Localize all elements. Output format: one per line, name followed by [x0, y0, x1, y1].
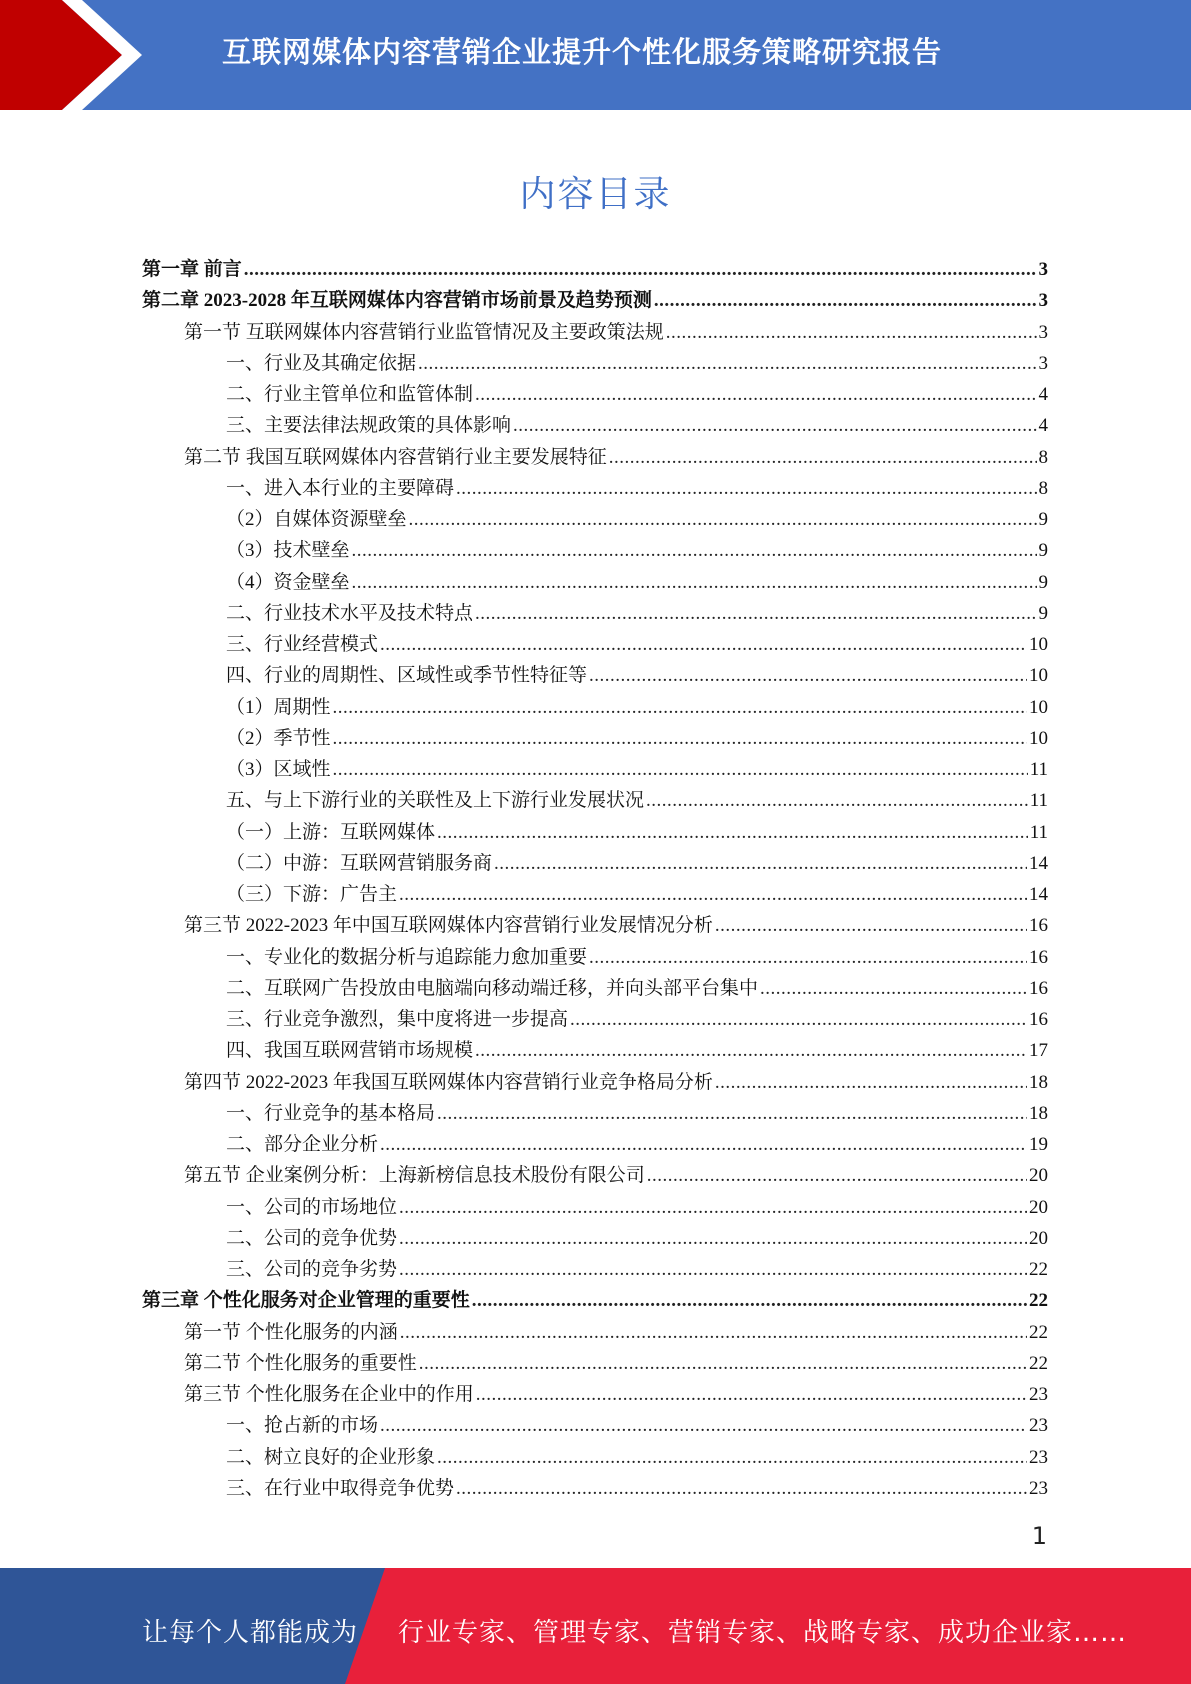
footer-slogan: 让每个人都能成为 [142, 1618, 359, 1648]
toc-entry-page: 10 [1029, 696, 1048, 718]
toc-leader-dots [399, 1223, 1027, 1254]
toc-entry-label: 第一章 前言 [142, 259, 242, 280]
toc-leader-dots [715, 1067, 1027, 1098]
toc-entry-page: 11 [1029, 790, 1048, 812]
toc-entry-label: 第四节 2022-2023 年我国互联网媒体内容营销行业竞争格局分析 [184, 1071, 713, 1093]
toc-entry-label: （三）下游：广告主 [226, 884, 398, 905]
toc-entry-label: 第二节 我国互联网媒体内容营销行业主要发展特征 [184, 446, 607, 468]
toc-leader-dots [646, 785, 1028, 816]
toc-leader-dots [475, 598, 1036, 629]
toc-leader-dots [333, 754, 1028, 785]
toc-entry-page: 20 [1029, 1165, 1048, 1187]
toc-entry-label: （2）自媒体资源壁垒 [226, 509, 407, 530]
toc-entry-page: 19 [1029, 1134, 1048, 1155]
toc-leader-dots [609, 442, 1037, 473]
toc-leader-dots [513, 410, 1036, 441]
toc-leader-dots [352, 535, 1037, 566]
toc-leader-dots [589, 942, 1027, 973]
toc-entry[interactable] [142, 504, 1048, 535]
toc-entry-page: 9 [1038, 571, 1048, 593]
toc-entry-page: 10 [1029, 727, 1048, 749]
toc-entry[interactable] [142, 1160, 1048, 1191]
toc-entry-page: 10 [1029, 665, 1048, 687]
toc-leader-dots [409, 504, 1037, 535]
toc-entry-page: 20 [1029, 1196, 1048, 1218]
toc-entry-label: 第五节 企业案例分析：上海新榜信息技术股份有限公司 [184, 1165, 645, 1187]
toc-entry[interactable] [142, 598, 1048, 629]
toc-entry-page: 4 [1038, 415, 1048, 437]
toc-entry-label: 一、公司的市场地位 [226, 1196, 398, 1218]
toc-entry-label: 一、专业化的数据分析与追踪能力愈加重要 [226, 946, 588, 968]
toc-entry-page: 18 [1029, 1071, 1048, 1093]
toc-entry-label: 一、行业及其确定依据 [226, 352, 417, 374]
toc-entry[interactable] [142, 1317, 1048, 1348]
toc-entry[interactable] [142, 910, 1048, 941]
toc-leader-dots [475, 1035, 1027, 1066]
toc-entry[interactable] [142, 942, 1048, 973]
toc-entry[interactable] [142, 1379, 1048, 1410]
toc-entry-page: 9 [1038, 509, 1048, 530]
toc-entry-label: 二、行业主管单位和监管体制 [226, 384, 474, 405]
toc-entry[interactable] [142, 1067, 1048, 1098]
toc-entry-page: 3 [1038, 321, 1048, 343]
toc-entry-label: （2）季节性 [226, 727, 331, 749]
toc-entry[interactable] [142, 410, 1048, 441]
toc-entry[interactable] [142, 1129, 1048, 1160]
toc-entry-page: 16 [1029, 1009, 1048, 1030]
toc-entry[interactable] [142, 1410, 1048, 1441]
toc-entry-page: 3 [1038, 352, 1048, 374]
toc-entry-page: 16 [1029, 977, 1048, 999]
toc-entry[interactable] [142, 1098, 1048, 1129]
toc-leader-dots [476, 1379, 1027, 1410]
page-number: 1 [1031, 1522, 1047, 1550]
toc-entry-page: 17 [1029, 1040, 1048, 1062]
toc-leader-dots [380, 629, 1027, 660]
toc-entry-label: （3）技术壁垒 [226, 540, 350, 562]
toc-entry[interactable] [142, 660, 1048, 691]
toc-leader-dots [666, 317, 1037, 348]
toc-entry[interactable] [142, 1223, 1048, 1254]
toc-leader-dots [437, 817, 1028, 848]
toc-entry-label: 第一节 个性化服务的内涵 [184, 1321, 398, 1343]
toc-entry-label: （3）区域性 [226, 759, 331, 780]
toc-entry-label: （一）上游：互联网媒体 [226, 821, 436, 843]
toc-entry-label: 一、进入本行业的主要障碍 [226, 477, 455, 499]
toc-entry-page: 9 [1038, 602, 1048, 624]
toc-entry-page: 14 [1029, 884, 1048, 905]
toc-heading: 内容目录 [519, 174, 672, 215]
toc-entry-label: 四、行业的周期性、区域性或季节性特征等 [226, 665, 588, 687]
toc-entry-page: 4 [1038, 384, 1048, 405]
toc-entry-page: 18 [1029, 1102, 1048, 1124]
toc-entry[interactable] [142, 817, 1048, 848]
toc-entry[interactable] [142, 629, 1048, 660]
toc-entry-label: 第一节 互联网媒体内容营销行业监管情况及主要政策法规 [184, 321, 664, 343]
toc-entry-label: 第二章 2023-2028 年互联网媒体内容营销市场前景及趋势预测 [142, 290, 652, 312]
toc-leader-dots [456, 1473, 1027, 1504]
toc-entry[interactable] [142, 879, 1048, 910]
toc-entry-page: 3 [1038, 259, 1048, 280]
toc-leader-dots [760, 973, 1027, 1004]
toc-entry[interactable] [142, 442, 1048, 473]
toc-entry[interactable] [142, 1192, 1048, 1223]
toc-entry[interactable] [142, 1254, 1048, 1285]
toc-entry-page: 8 [1038, 446, 1048, 468]
toc-entry-page: 10 [1029, 634, 1048, 655]
toc-entry-page: 23 [1029, 1477, 1048, 1499]
toc-entry[interactable] [142, 785, 1048, 816]
toc-leader-dots [400, 1317, 1027, 1348]
toc-entry[interactable] [142, 379, 1048, 410]
toc-leader-dots [456, 473, 1036, 504]
toc-entry[interactable] [142, 1004, 1048, 1035]
toc-entry-page: 22 [1029, 1290, 1048, 1312]
toc-entry-page: 16 [1029, 915, 1048, 937]
toc-entry[interactable] [142, 473, 1048, 504]
toc-entry-page: 11 [1029, 821, 1048, 843]
toc-entry[interactable] [142, 1285, 1048, 1316]
toc-entry-label: 第三章 个性化服务对企业管理的重要性 [142, 1290, 470, 1312]
toc-leader-dots [399, 1192, 1027, 1223]
toc-entry[interactable] [142, 254, 1048, 285]
toc-entry-label: 三、在行业中取得竞争优势 [226, 1477, 455, 1499]
toc-leader-dots [399, 879, 1027, 910]
toc-entry-page: 16 [1029, 946, 1048, 968]
toc-entry-page: 23 [1029, 1415, 1048, 1437]
toc-entry[interactable] [142, 723, 1048, 754]
toc-entry-label: 四、我国互联网营销市场规模 [226, 1040, 474, 1062]
toc-entry-label: 一、抢占新的市场 [226, 1415, 379, 1437]
toc-entry-label: 二、树立良好的企业形象 [226, 1446, 436, 1468]
toc-entry-label: （1）周期性 [226, 696, 331, 718]
footer-banner [0, 1568, 1191, 1684]
toc-entry-page: 22 [1029, 1259, 1048, 1280]
toc-leader-dots [570, 1004, 1027, 1035]
footer-roles: 行业专家、管理专家、营销专家、战略专家、成功企业家…… [398, 1618, 1128, 1648]
toc-leader-dots [244, 254, 1037, 285]
toc-entry-label: 三、主要法律法规政策的具体影响 [226, 415, 512, 437]
toc-leader-dots [494, 848, 1027, 879]
toc-entry-label: 第三节 个性化服务在企业中的作用 [184, 1384, 474, 1405]
toc-entry-label: （4）资金壁垒 [226, 571, 350, 593]
toc-entry[interactable] [142, 848, 1048, 879]
toc-leader-dots [399, 1254, 1027, 1285]
toc-leader-dots [437, 1442, 1027, 1473]
toc-leader-dots [380, 1129, 1027, 1160]
toc-entry-page: 23 [1029, 1384, 1048, 1405]
toc-leader-dots [418, 348, 1036, 379]
toc-entry-page: 3 [1038, 290, 1048, 312]
toc-entry[interactable] [142, 535, 1048, 566]
header-banner [0, 0, 1191, 110]
toc-leader-dots [715, 910, 1027, 941]
toc-entry[interactable] [142, 567, 1048, 598]
toc-entry-label: （二）中游：互联网营销服务商 [226, 852, 493, 874]
toc-entry[interactable] [142, 973, 1048, 1004]
toc-leader-dots [472, 1285, 1027, 1316]
toc-leader-dots [352, 567, 1037, 598]
toc-entry-page: 22 [1029, 1321, 1048, 1343]
toc-entry[interactable] [142, 348, 1048, 379]
toc-entry-page: 20 [1029, 1227, 1048, 1249]
toc-entry-label: 二、行业技术水平及技术特点 [226, 602, 474, 624]
toc-entry[interactable] [142, 317, 1048, 348]
toc-entry-label: 第三节 2022-2023 年中国互联网媒体内容营销行业发展情况分析 [184, 915, 713, 937]
toc-leader-dots [647, 1160, 1027, 1191]
toc-entry[interactable] [142, 754, 1048, 785]
report-title: 互联网媒体内容营销企业提升个性化服务策略研究报告 [222, 35, 943, 69]
toc-entry-label: 第二节 个性化服务的重要性 [184, 1352, 417, 1374]
toc-entry[interactable] [142, 1473, 1048, 1504]
toc-leader-dots [419, 1348, 1027, 1379]
toc-entry-label: 三、公司的竞争劣势 [226, 1259, 398, 1280]
toc-entry[interactable] [142, 1442, 1048, 1473]
toc-entry-page: 23 [1029, 1446, 1048, 1468]
toc-entry-label: 二、公司的竞争优势 [226, 1227, 398, 1249]
toc-entry[interactable] [142, 1035, 1048, 1066]
toc-entry-label: 一、行业竞争的基本格局 [226, 1102, 436, 1124]
toc-leader-dots [333, 723, 1027, 754]
toc-entry-page: 8 [1038, 477, 1048, 499]
toc-leader-dots [380, 1410, 1027, 1441]
toc-entry-label: 二、互联网广告投放由电脑端向移动端迁移，并向头部平台集中 [226, 977, 759, 999]
toc-leader-dots [589, 660, 1027, 691]
toc-entry-page: 9 [1038, 540, 1048, 562]
toc-entry-page: 22 [1029, 1352, 1048, 1374]
toc-entry[interactable] [142, 285, 1048, 316]
toc-entry-label: 三、行业经营模式 [226, 634, 379, 655]
toc-entry-label: 三、行业竞争激烈，集中度将进一步提高 [226, 1009, 569, 1030]
toc-entry[interactable] [142, 692, 1048, 723]
toc-entry-label: 二、部分企业分析 [226, 1134, 379, 1155]
toc-leader-dots [654, 285, 1037, 316]
toc-entry-page: 14 [1029, 852, 1048, 874]
toc-entry[interactable] [142, 1348, 1048, 1379]
table-of-contents [142, 254, 1048, 1504]
toc-leader-dots [437, 1098, 1027, 1129]
chevron-decoration-icon [0, 0, 160, 110]
toc-entry-page: 11 [1029, 759, 1048, 780]
toc-leader-dots [333, 692, 1027, 723]
toc-leader-dots [475, 379, 1036, 410]
toc-entry-label: 五、与上下游行业的关联性及上下游行业发展状况 [226, 790, 645, 812]
